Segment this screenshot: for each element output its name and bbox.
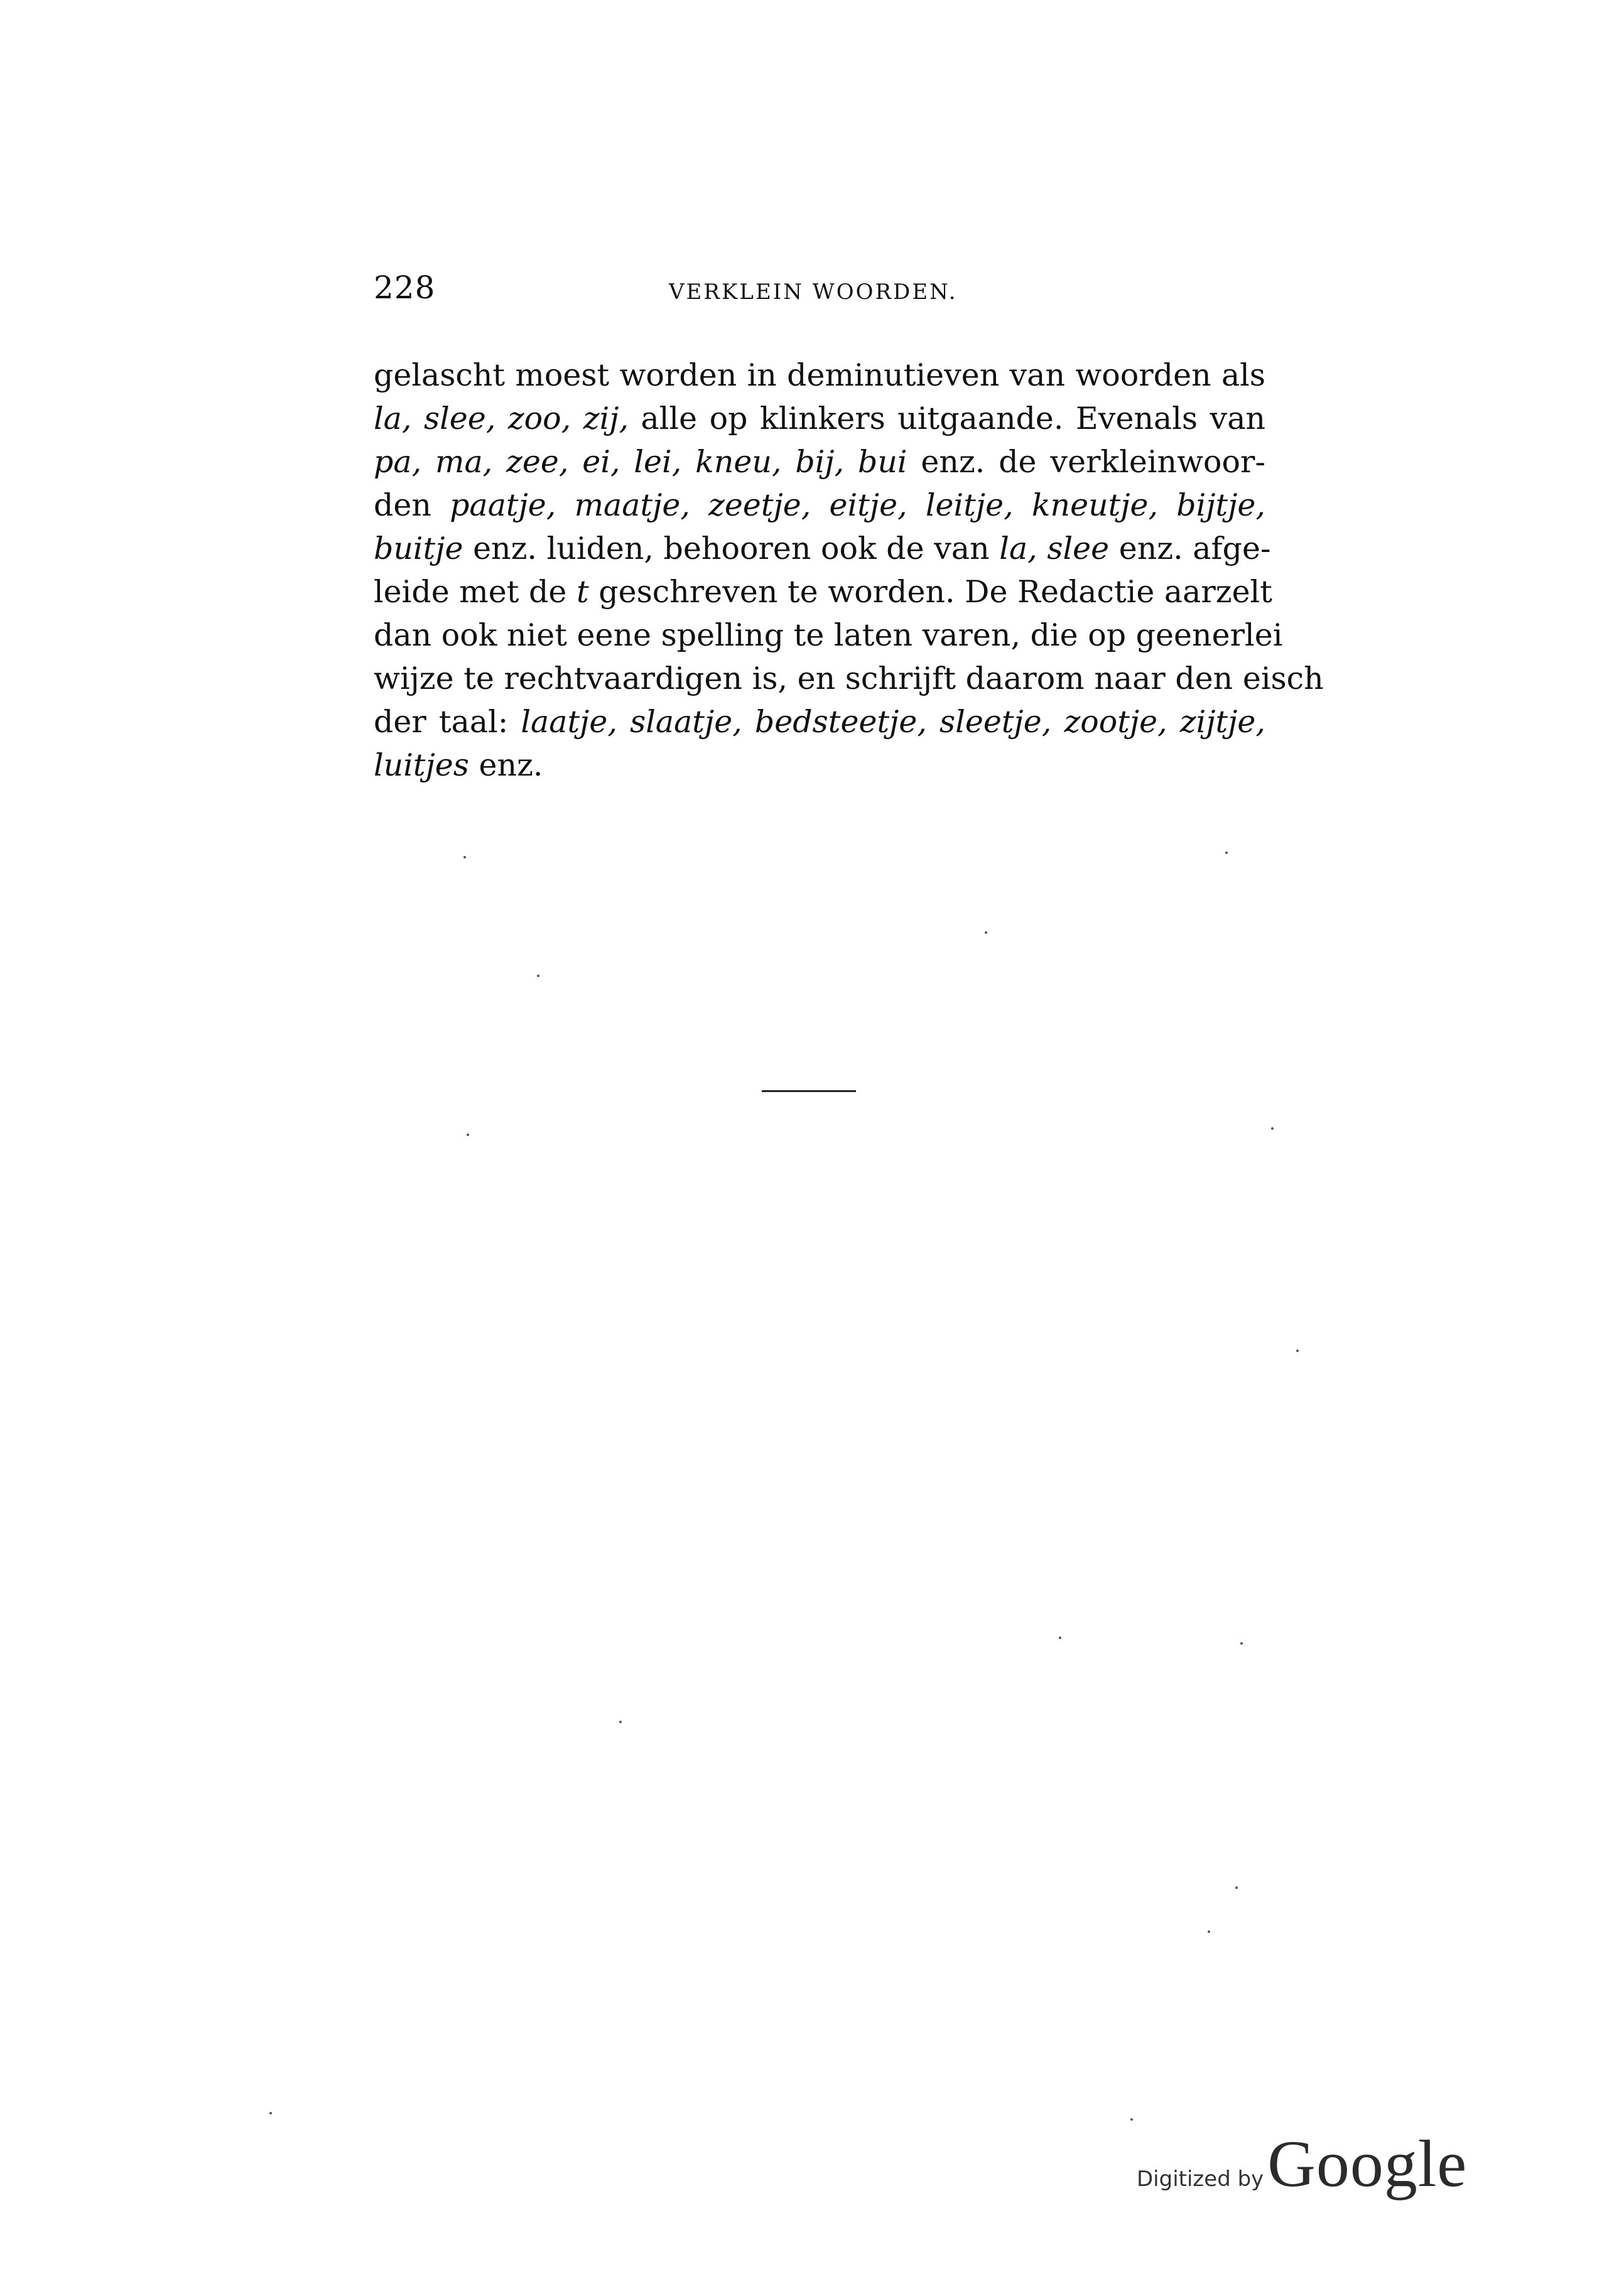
text-line-10 (374, 744, 1265, 787)
text-line-6 (374, 570, 1272, 614)
italic-word: pa, (374, 444, 422, 480)
italic-segment: la, slee (999, 531, 1110, 566)
text-line-1 (374, 354, 1265, 397)
scan-speck (1059, 1637, 1061, 1639)
italic-word: zee, (506, 444, 569, 480)
text-segment: enz. afge- (1118, 531, 1271, 566)
scan-speck (1225, 852, 1228, 854)
page-number: 228 (374, 269, 436, 306)
text-segment: leide met de (374, 574, 567, 610)
scan-speck (1130, 2118, 1133, 2121)
italic-word: ma, (435, 444, 493, 480)
italic-word: bui (857, 444, 907, 480)
text-segment: dan ook niet eene spelling te laten varen, die op geenerlei (374, 617, 1283, 653)
text-line-5 (374, 527, 1271, 570)
scan-speck (1271, 1127, 1274, 1130)
scan-speck (619, 1721, 622, 1723)
italic-segment: paatje, maatje, zeetje, eitje, leitje, kneutje, bijtje, (450, 487, 1265, 523)
text-segment: gelascht moest worden in deminutieven van woorden als (374, 357, 1265, 393)
watermark-prefix: Digitized by (1137, 2167, 1264, 2192)
scan-speck (985, 931, 987, 934)
text-line-2 (374, 397, 1265, 440)
scan-speck (467, 1134, 469, 1136)
text-line-8 (374, 657, 1324, 700)
text-segment: geschreven te worden. De Redactie aarzelt (598, 574, 1272, 610)
italic-segment: laatje, slaatje, bedsteetje, sleetje, zootje, zijtje, (521, 704, 1266, 740)
section-separator (762, 1090, 856, 1092)
text-segment: enz. luiden, behooren ook de van (473, 531, 990, 566)
scan-speck (1240, 1642, 1243, 1645)
body-text (374, 354, 1324, 787)
text-segment: enz. (479, 747, 543, 783)
text-line-9 (374, 700, 1265, 744)
scan-speck (1235, 1886, 1238, 1889)
italic-word: zij, (583, 401, 629, 436)
text-segment: wijze te rechtvaardigen is, en schrijft daarom naar den eisch (374, 661, 1324, 696)
running-head: VERKLEIN WOORDEN. (669, 279, 958, 305)
scan-speck (1208, 1930, 1210, 1933)
italic-word: slee, (423, 401, 496, 436)
italic-segment: luitjes (374, 747, 469, 783)
italic-word: zoo, (507, 401, 571, 436)
italic-word: lei, (634, 444, 682, 480)
text-line-3 (374, 440, 1265, 484)
text-segment: der taal: (374, 704, 509, 740)
scan-speck (463, 856, 466, 858)
italic-word: bij, (795, 444, 845, 480)
italic-word: kneu, (695, 444, 782, 480)
text-segment: alle op klinkers uitgaande. Evenals van (641, 401, 1265, 436)
italic-segment: buitje (374, 531, 463, 566)
digitized-watermark (1137, 2126, 1467, 2202)
google-logo: Google (1267, 2127, 1468, 2200)
italic-segment: t (576, 574, 589, 610)
scan-speck (537, 975, 539, 977)
scan-speck (1296, 1350, 1299, 1352)
text-segment: enz. de verkleinwoor- (921, 444, 1265, 480)
text-line-7 (374, 614, 1283, 657)
scan-speck (269, 2112, 272, 2114)
text-line-4 (374, 484, 1265, 527)
italic-word: la, (374, 401, 412, 436)
text-segment: den (374, 487, 431, 523)
italic-word: ei, (582, 444, 620, 480)
